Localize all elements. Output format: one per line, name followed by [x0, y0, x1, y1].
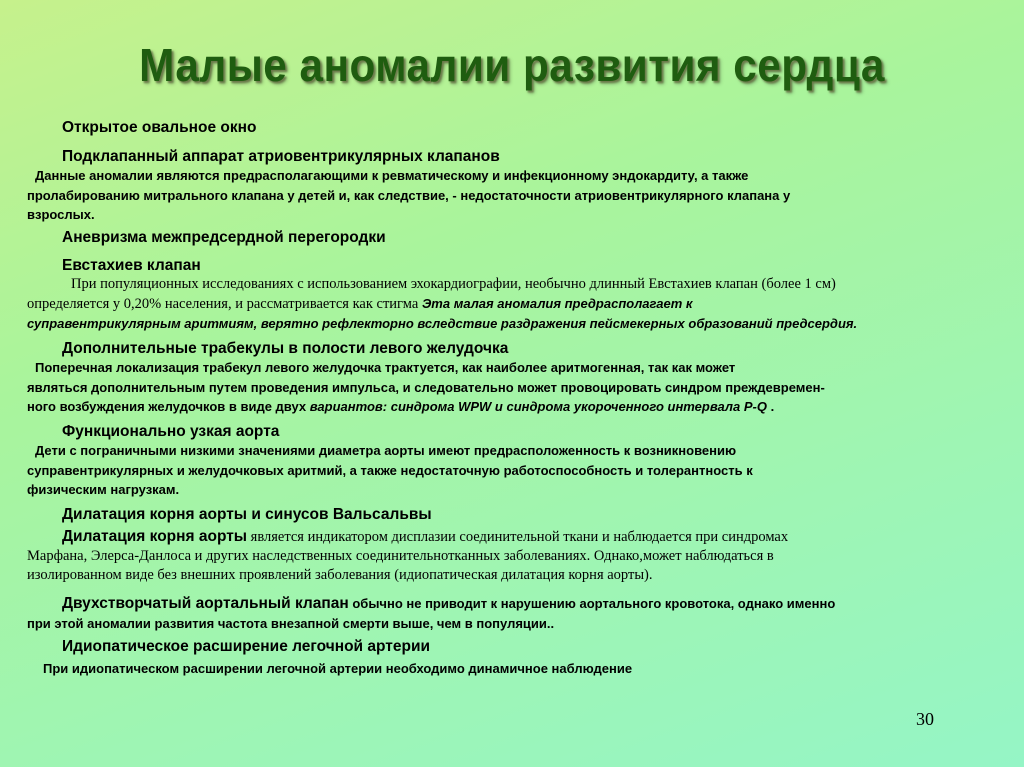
body-line: является индикатором дисплазии соединительной ткани и наблюдается при синдромах — [250, 529, 789, 545]
body-line: ного возбуждения желудочков в виде двух — [27, 399, 307, 414]
body-period: . — [770, 399, 775, 414]
body-line: пролабированию митрального клапана у детей и, как следствие, - недостаточности атриовентрикулярного клапана у — [27, 187, 791, 203]
body-italic: Эта малая аномалия предрасполагает к — [421, 296, 693, 311]
body-aortic-root-dilation — [27, 527, 987, 585]
heading-narrow-aorta: Функционально узкая аорта — [62, 423, 280, 440]
heading-atrial-septal-aneurysm: Аневризма межпредсердной перегородки — [62, 229, 386, 246]
heading-subvalvular-apparatus: Подклапанный аппарат атриовентрикулярных клапанов — [62, 148, 500, 165]
body-line: изолированном виде без внешних проявлений заболевания (идиопатическая дилатация корня аорты). — [27, 567, 653, 583]
page-number: 30 — [916, 709, 934, 729]
body-line: суправентрикулярных и желудочковых аритмий, а также недостаточную работоспособность и толерантность к — [27, 462, 753, 478]
body-line: При идиопатическом расширении легочной артерии необходимо динамичное наблюдение — [43, 661, 633, 676]
body-line: Данные аномалии являются предрасполагающими к ревматическому и инфекционному эндокардиту, а также — [35, 168, 749, 183]
body-bicuspid-aortic-valve — [27, 594, 1002, 633]
body-line: Поперечная локализация трабекул левого желудочка трактуется, как наиболее аритмогенная, так как может — [35, 360, 736, 375]
heading-bicuspid-aortic-valve: Двухстворчатый аортальный клапан — [62, 595, 349, 612]
body-line: физическим нагрузкам. — [27, 482, 180, 497]
heading-pulmonary-artery: Идиопатическое расширение легочной артерии — [62, 638, 431, 655]
body-line: являться дополнительным путем проведения импульса, и следовательно может провоцировать синдром преждевремен- — [27, 379, 825, 395]
slide-title: Малые аномалии развития сердца — [139, 39, 885, 91]
body-italic-line: суправентрикулярным аритмиям, верятно рефлекторно вследствие раздражения пейсмекерных образований предсердия. — [27, 316, 858, 331]
body-narrow-aorta — [27, 441, 987, 500]
heading-open-foramen-ovale: Открытое овальное окно — [62, 119, 257, 136]
body-pulmonary-artery — [35, 659, 995, 679]
body-subvalvular-apparatus — [27, 166, 987, 225]
body-extra-trabeculae — [27, 358, 987, 417]
body-line: При популяционных исследованиях с использованием эхокардиографии, необычно длинный Евстахиев клапан (более 1 см) — [71, 276, 836, 292]
body-line: Дети с пограничными низкими значениями диаметра аорты имеют предрасположенность к возникновению — [35, 443, 737, 458]
heading-extra-trabeculae: Дополнительные трабекулы в полости левого желудочка — [62, 340, 509, 357]
body-eustachian-valve — [27, 275, 987, 333]
body-italic: вариантов: синдрома WPW и синдрома укороченного интервала P-Q — [309, 399, 767, 414]
body-line: при этой аномалии развития частота внезапной смерти выше, чем в популяции.. — [27, 615, 555, 631]
heading-eustachian-valve: Евстахиев клапан — [62, 257, 201, 274]
heading-aortic-root-dilation: Дилатация корня аорты и синусов Вальсальвы — [62, 506, 432, 523]
body-bold-lead: Дилатация корня аорты — [62, 528, 248, 545]
body-line: обычно не приводит к нарушению аортального кровотока, однако именно — [352, 596, 836, 611]
body-line: Марфана, Элерса-Данлоса и других наследственных соединительнотканных заболеваниях. Однако,может наблюдаться в — [27, 548, 774, 564]
body-line: взрослых. — [27, 207, 95, 222]
body-line: определяется у 0,20% населения, и рассматривается как стигма — [27, 296, 419, 312]
